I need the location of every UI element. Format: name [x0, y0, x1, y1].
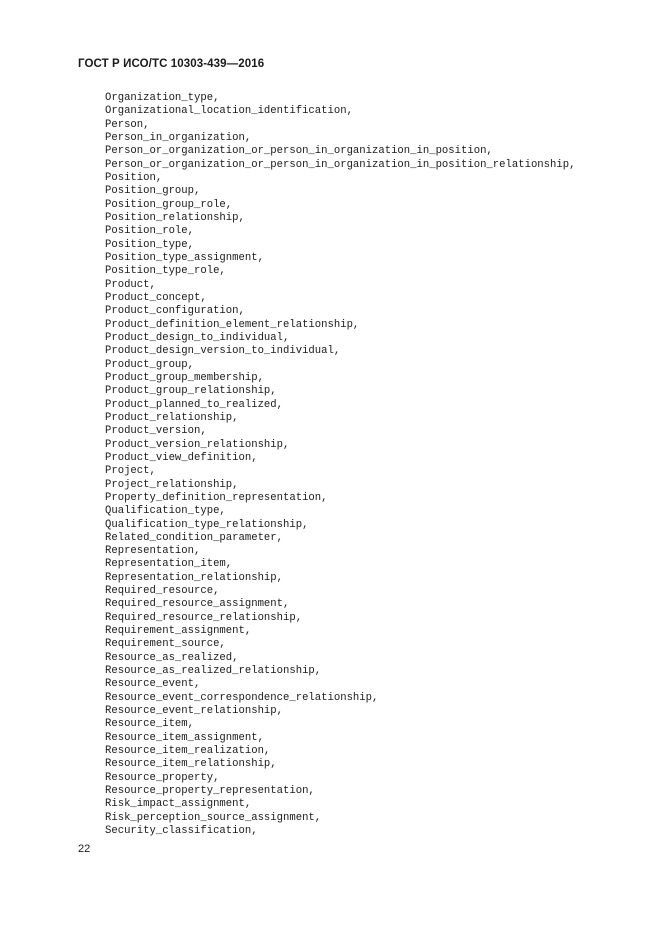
entity-list-item: Representation, — [105, 545, 201, 558]
entity-list-item: Risk_perception_source_assignment, — [105, 811, 322, 824]
entity-list-item: Product_group_relationship, — [105, 385, 277, 398]
entity-list-item: Resource_event_relationship, — [105, 705, 284, 718]
entity-list-item: Product_version_relationship, — [105, 438, 290, 451]
entity-list-item: Resource_event, — [105, 678, 201, 691]
entity-list-item: Resource_item, — [105, 718, 195, 731]
entity-list-item: Position, — [105, 171, 163, 184]
entity-list-item: Organization_type, — [105, 92, 220, 104]
entity-list-item: Resource_item_relationship, — [105, 758, 277, 771]
entity-list-item: Project_relationship, — [105, 478, 239, 491]
entity-list-item: Person_in_organization, — [105, 131, 252, 144]
entity-list-item: Resource_as_realized, — [105, 651, 239, 664]
entity-list-item: Property_definition_representation, — [105, 491, 328, 504]
entity-list-item: Security_classification, — [105, 825, 258, 838]
entity-list-item: Required_resource, — [105, 585, 220, 598]
entity-list-item: Position_relationship, — [105, 211, 245, 224]
entity-list-item: Resource_item_realization, — [105, 745, 271, 758]
entity-list-item: Product_relationship, — [105, 411, 239, 424]
entity-list-item: Product_version, — [105, 425, 207, 438]
entity-list-item: Position_group, — [105, 185, 201, 198]
entity-list-item: Resource_event_correspondence_relationship, — [105, 691, 379, 704]
entity-list-item: Position_role, — [105, 225, 195, 238]
entity-list-item: Position_type_role, — [105, 265, 226, 278]
entity-list-item: Resource_property_representation, — [105, 785, 315, 798]
entity-list-item: Required_resource_relationship, — [105, 611, 303, 624]
entity-list-item: Product_group_membership, — [105, 371, 264, 384]
entity-list-item: Qualification_type_relationship, — [105, 518, 309, 531]
entity-list-item: Risk_impact_assignment, — [105, 798, 252, 811]
entity-list-item: Person_or_organization_or_person_in_organization_in_position_relationship, — [105, 158, 576, 171]
entity-list-item: Resource_property, — [105, 771, 220, 784]
entity-list-item: Product_planned_to_realized, — [105, 398, 284, 411]
entity-list-item: Resource_item_assignment, — [105, 731, 264, 744]
entity-list-item: Organizational_location_identification, — [105, 105, 353, 118]
document-header: ГОСТ Р ИСО/ТС 10303-439—2016 — [78, 58, 265, 70]
entity-list-item: Product_definition_element_relationship, — [105, 318, 360, 331]
entity-list-item: Related_condition_parameter, — [105, 531, 284, 544]
entity-list-item: Product_concept, — [105, 291, 207, 304]
entity-list-item: Resource_as_realized_relationship, — [105, 665, 322, 678]
entity-list-item: Position_group_role, — [105, 198, 233, 211]
entity-list-item: Requirement_source, — [105, 638, 226, 651]
entity-list-item: Project, — [105, 465, 156, 478]
page-number: 22 — [78, 843, 91, 855]
entity-list-item: Required_resource_assignment, — [105, 598, 290, 611]
entity-list-item: Product_group, — [105, 358, 195, 371]
entity-list-item: Representation_relationship, — [105, 571, 284, 584]
entity-list-item: Product_view_definition, — [105, 451, 258, 464]
entity-list-item: Product, — [105, 278, 156, 291]
entity-list-item: Person, — [105, 118, 150, 131]
entity-list-item: Requirement_assignment, — [105, 625, 252, 638]
entity-list-item: Product_design_version_to_individual, — [105, 345, 341, 358]
entity-list-item: Product_configuration, — [105, 305, 245, 318]
entity-name-list — [105, 92, 575, 838]
entity-list-item: Product_design_to_individual, — [105, 331, 290, 344]
entity-list-item: Person_or_organization_or_person_in_organization_in_position, — [105, 145, 493, 158]
entity-list-item: Representation_item, — [105, 558, 233, 571]
entity-list-item: Qualification_type, — [105, 505, 226, 518]
entity-list-item: Position_type, — [105, 238, 195, 251]
entity-list-item: Position_type_assignment, — [105, 251, 264, 264]
